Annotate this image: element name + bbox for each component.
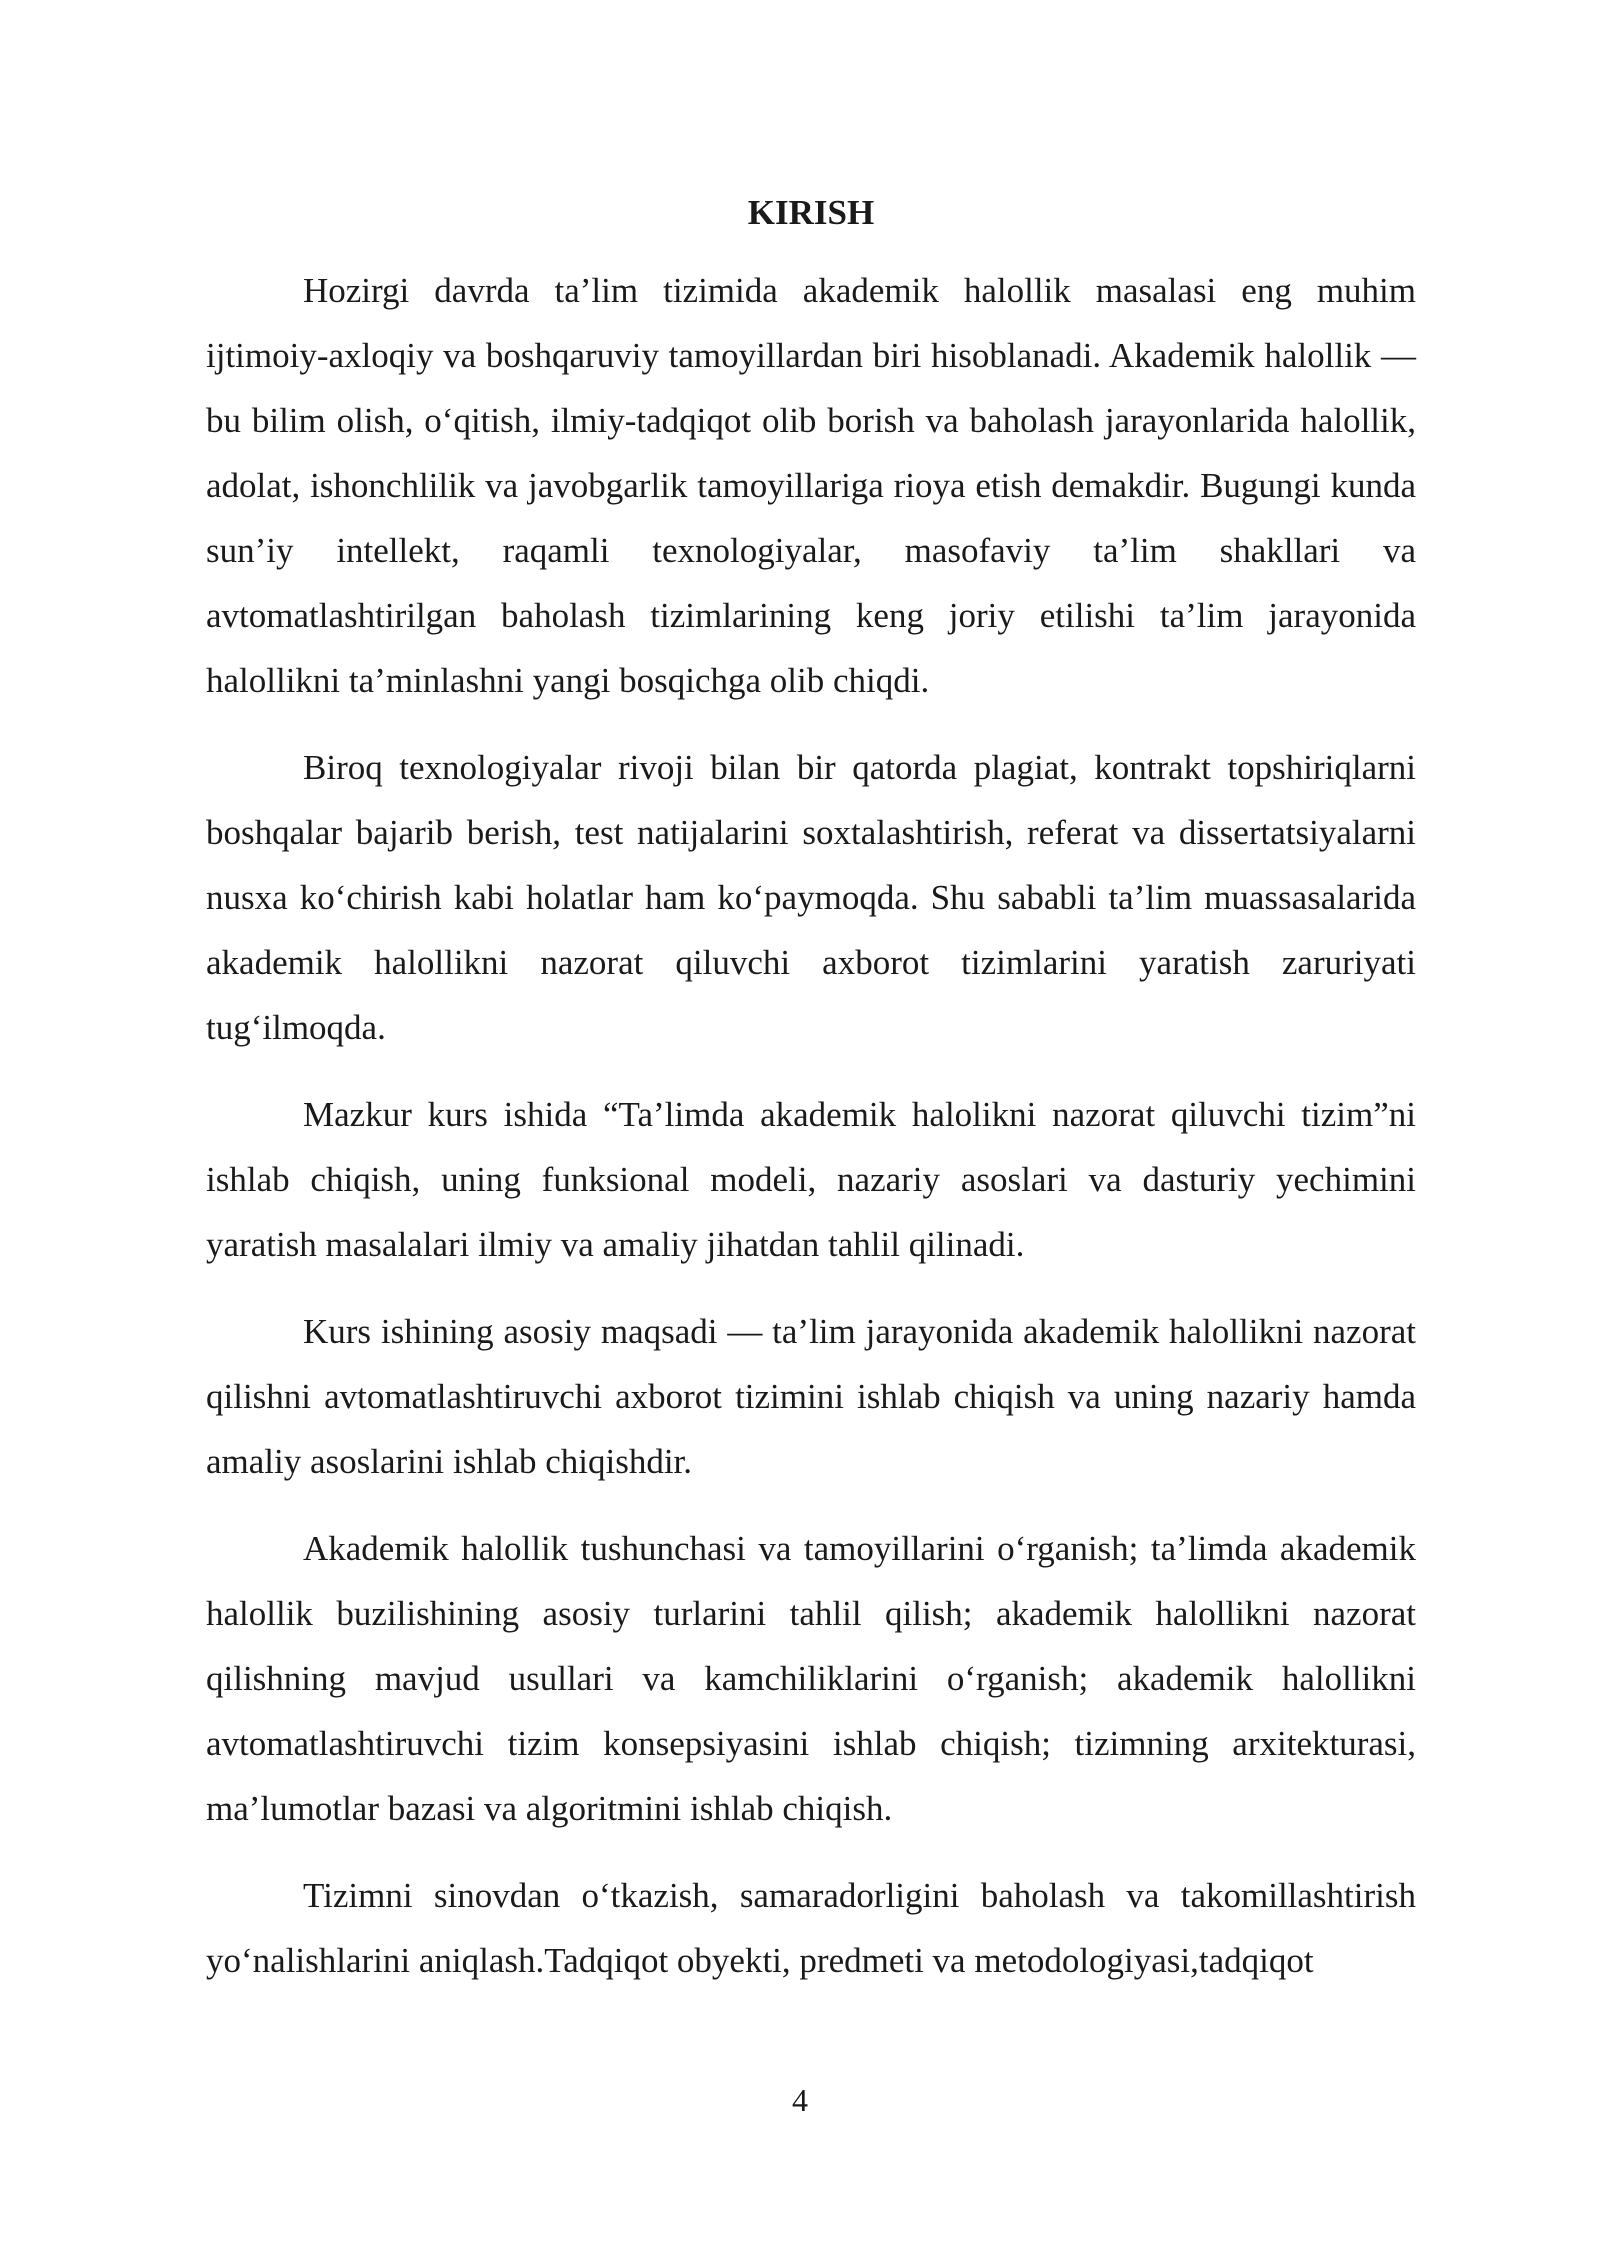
section-heading: KIRISH bbox=[747, 193, 875, 232]
paragraph-2: Biroq texnologiyalar rivoji bilan bir qatorda plagiat, kontrakt topshiriqlarni boshqalar bajarib berish, test natijalarini soxtalashtirish, referat va dissertatsiyalarni nusxa ko‘chirish kabi holatlar ham ko‘paymoqda. Shu sababli ta’lim muassasalarida akademik halollikni nazorat qiluvchi axborot tizimlarini yaratish zaruriyati tug‘ilmoqda. bbox=[206, 748, 1416, 1047]
paragraph-6: Tizimni sinovdan o‘tkazish, samaradorligini baholash va takomillashtirish yo‘nalishlarini aniqlash.Tadqiqot obyekti, predmeti va metodologiyasi,tadqiqot bbox=[206, 1876, 1416, 1980]
paragraph-4: Kurs ishining asosiy maqsadi — ta’lim jarayonida akademik halollikni nazorat qilishni avtomatlashtiruvchi axborot tizimini ishlab chiqish va uning nazariy hamda amaliy asoslarini ishlab chiqishdir. bbox=[206, 1312, 1416, 1481]
page-content bbox=[206, 188, 1416, 2015]
paragraph-3: Mazkur kurs ishida “Ta’limda akademik halolikni nazorat qiluvchi tizim”ni ishlab chiqish, uning funksional modeli, nazariy asoslari va dasturiy yechimini yaratish masalalari ilmiy va amaliy jihatdan tahlil qilinadi. bbox=[206, 1095, 1416, 1264]
page-number: 4 bbox=[792, 2082, 808, 2118]
paragraph-1: Hozirgi davrda ta’lim tizimida akademik halollik masalasi eng muhim ijtimoiy-axloqiy va boshqaruviy tamoyillardan biri hisoblanadi. Akademik halollik — bu bilim olish, o‘qitish, ilmiy-tadqiqot olib borish va baholash jarayonlarida halollik, adolat, ishonchlilik va javobgarlik tamoyillariga rioya etish demakdir. Bugungi kunda sun’iy intellekt, raqamli texnologiyalar, masofaviy ta’lim shakllari va avtomatlashtirilgan baholash tizimlarining keng joriy etilishi ta’lim jarayonida halollikni ta’minlashni yangi bosqichga olib chiqdi. bbox=[206, 271, 1416, 700]
paragraph-5: Akademik halollik tushunchasi va tamoyillarini o‘rganish; ta’limda akademik halollik buzilishining asosiy turlarini tahlil qilish; akademik halollikni nazorat qilishning mavjud usullari va kamchiliklarini o‘rganish; akademik halollikni avtomatlashtiruvchi tizim konsepsiyasini ishlab chiqish; tizimning arxitekturasi, ma’lumotlar bazasi va algoritmini ishlab chiqish. bbox=[206, 1529, 1416, 1828]
